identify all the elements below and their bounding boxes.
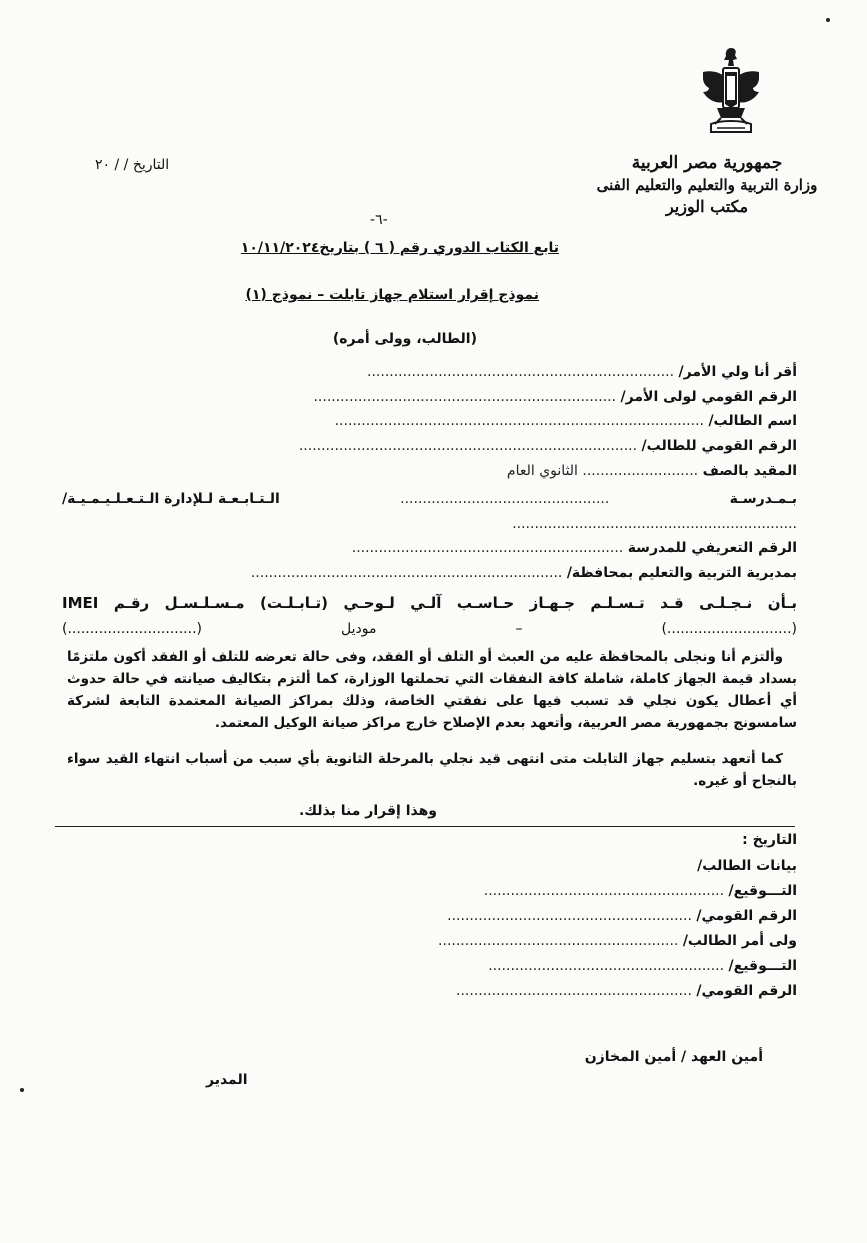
- field-label: الرقم القومي لولى الأمر/: [620, 389, 797, 405]
- directorate-field: [251, 565, 797, 581]
- sign-date-field: [742, 832, 797, 848]
- student-name-field: [335, 413, 797, 429]
- header-date: التاريخ / / ٢٠: [95, 157, 170, 173]
- ministry-header: [587, 152, 827, 218]
- field-label: اسم الطالب/: [708, 413, 797, 429]
- egypt-eagle-emblem: [691, 42, 771, 150]
- student-data-heading: [697, 858, 797, 874]
- student-national-id-field: [299, 438, 797, 454]
- guardian-signature-field: [488, 958, 797, 974]
- ministry-name: وزارة التربية والتعليم والتعليم الفنى: [596, 176, 818, 194]
- field-label: الرقم القومي للطالب/: [641, 438, 797, 454]
- scan-speck: [826, 18, 830, 22]
- field-dots: .....................................................: [456, 983, 692, 999]
- field-label: المقيد بالصف: [702, 463, 797, 479]
- field-label: الرقم التعريفي للمدرسة: [627, 540, 797, 556]
- field-label: التاريخ :: [742, 832, 797, 848]
- receipt-line-1: بـأن نـجـلـى قـد تـسـلـم جـهـاز حـاسـب آلـي لـوحـي (تـابـلـت) مـسـلـسـل رقـم IMEI: [62, 594, 797, 612]
- republic-name: جمهورية مصر العربية: [631, 153, 783, 173]
- student-signature-field: [484, 883, 797, 899]
- closing-statement: وهذا إقرار منا بذلك.: [298, 803, 437, 819]
- guardian-national-id-field: [313, 389, 797, 405]
- field-label: بمديرية التربية والتعليم بمحافظة/: [566, 565, 797, 581]
- return-paragraph: كما أتعهد بتسليم جهاز التابلت متى انتهى قيد نجلي بالمرحلة الثانوية بأي سبب من أسباب انتهاء القيد سواء بالنجاح أو غيره.: [67, 751, 797, 789]
- custodian-signature: أمين العهد / أمين المخازن: [584, 1049, 763, 1065]
- field-dots: .....................................................................: [367, 364, 675, 380]
- eagle-icon: [691, 42, 771, 150]
- field-label: بيانات الطالب/: [697, 858, 797, 874]
- field-dots: .....................................................: [488, 958, 725, 974]
- page-marker: -٦-: [370, 212, 388, 228]
- field-dots: ............................................................................: [298, 438, 638, 454]
- school-dots: ...............................................: [400, 491, 610, 507]
- office-name: مكتب الوزير: [665, 197, 749, 216]
- field-dots: ......................................................................: [250, 565, 563, 581]
- field-dots: ......................................................: [438, 933, 679, 949]
- director-signature: المدير: [206, 1072, 248, 1088]
- scan-speck: [20, 1088, 24, 1092]
- field-dots: ...................................................................................: [334, 413, 704, 429]
- school-label: بـمـدرسـة: [729, 491, 797, 507]
- circular-reference: تابع الكتاب الدوري رقم ( ٦ ) بتاريخ١٠/١١/٢٠٢٤: [240, 240, 559, 256]
- field-dots: ......................................................: [483, 883, 725, 899]
- field-label: التـــوقيع/: [728, 883, 797, 899]
- guardian-name-field: [367, 364, 797, 380]
- school-line: [62, 491, 797, 507]
- form-subtitle: (الطالب، وولى أمره): [332, 331, 477, 347]
- school-id-field: [352, 540, 797, 556]
- field-dots: .......................................................: [447, 908, 692, 924]
- commitment-paragraph: وألتزم أنا ونجلى بالمحافظة عليه من العبث أو التلف أو الفقد، وفى حالة تعرضه للتلف أو الفقد أكون ملتزمًا بسداد قيمة الجهاز كاملة، شاملة كافة النفقات التي تحملتها الوزارة، كما ألتزم بتكاليف صيانته في حالة حدوث أي أعطال يكون نجلي قد تسبب فيها على نفقتي الخاصة، وذلك بمراكز الصيانة المعتمدة التابعة لشركة سامسونج بجمهورية مصر العربية، وأتعهد بعدم الإصلاح خارج مراكز صيانة الوكيل المعتمد.: [67, 649, 797, 731]
- field-dots: .......................... الثانوي العام: [506, 463, 699, 479]
- student-id-signature-field: [447, 908, 797, 924]
- guardian-heading: [438, 933, 797, 949]
- field-dots: ....................................................................: [313, 389, 617, 405]
- school-continuation: [512, 516, 797, 532]
- receipt-line-2: (............................) – موديل (.............................): [62, 621, 797, 637]
- guardian-id-signature-field: [456, 983, 797, 999]
- field-label: التـــوقيع/: [728, 958, 797, 974]
- divider: [55, 826, 795, 827]
- field-dots: .............................................................: [351, 540, 624, 556]
- field-label: الرقم القومي/: [696, 908, 797, 924]
- field-label: ولى أمر الطالب/: [682, 933, 797, 949]
- field-label: الرقم القومي/: [696, 983, 797, 999]
- field-label: أقر أنا ولي الأمر/: [678, 364, 797, 380]
- administration-label: الـتـابـعـة لـلإدارة الـتـعـلـيـمـيـة/: [62, 491, 280, 507]
- grade-field: [507, 463, 797, 479]
- form-title: نموذج إقرار استلام جهاز تابلت – نموذج (١): [245, 287, 539, 303]
- field-dots: ................................................................: [512, 516, 797, 532]
